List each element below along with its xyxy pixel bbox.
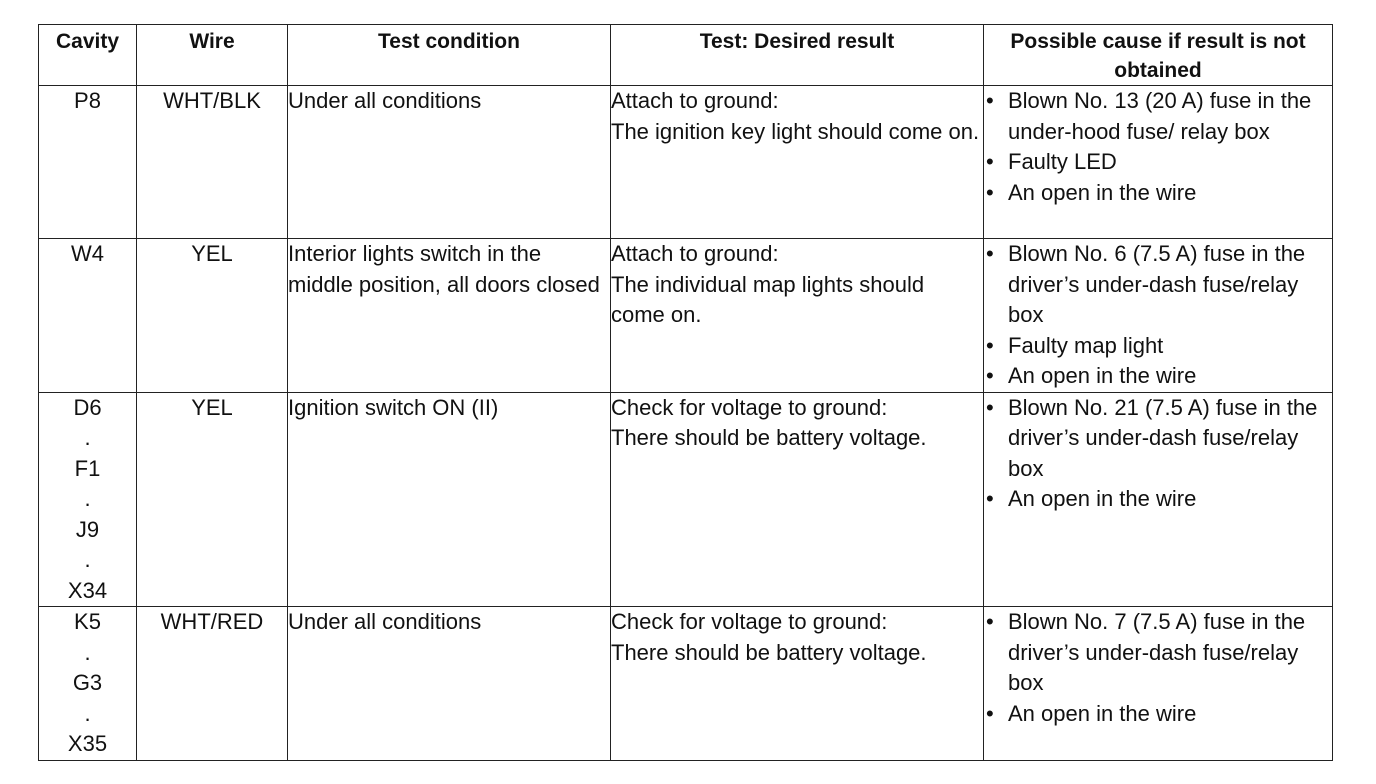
cavity-id: G3	[72, 670, 103, 695]
cause-text: Blown No. 7 (7.5 A) fuse in the driver’s under-dash fuse/relay box	[1008, 609, 1306, 695]
test-condition-cell: Under all conditions	[288, 607, 611, 761]
test-condition-cell: Interior lights switch in the middle position, all doors closed	[288, 239, 611, 393]
desired-result-cell	[611, 607, 984, 761]
cause-text: Blown No. 6 (7.5 A) fuse in the driver’s under-dash fuse/relay box	[1008, 241, 1306, 327]
result-line: Check for voltage to ground:	[611, 394, 888, 420]
cavity-id: F1	[74, 455, 101, 481]
cavity-separator: .	[84, 700, 91, 726]
table-row	[39, 392, 1333, 607]
table-row	[39, 607, 1333, 761]
possible-cause-cell	[984, 607, 1333, 761]
cavity-cell	[39, 239, 137, 393]
header-possible-cause: Possible cause if result is not obtained	[984, 25, 1333, 86]
table-row	[39, 86, 1333, 239]
list-item	[984, 331, 1332, 362]
result-line: Check for voltage to ground:	[611, 609, 888, 634]
cavity-cell	[39, 392, 137, 607]
table-row	[39, 239, 1333, 393]
cause-list	[984, 86, 1332, 208]
circuit-test-table	[38, 24, 1333, 761]
cause-text: Blown No. 21 (7.5 A) fuse in the driver’s under-dash fuse/relay box	[1008, 394, 1318, 481]
test-condition-cell: Under all conditions	[288, 86, 611, 239]
result-line: Attach to ground:	[611, 88, 779, 113]
list-item	[984, 86, 1332, 147]
cause-text: Faulty LED	[1008, 149, 1117, 174]
possible-cause-cell	[984, 239, 1333, 393]
wire-cell: WHT/RED	[137, 607, 288, 761]
cavity-id: D6	[73, 394, 102, 420]
cavity-id: X35	[67, 731, 108, 756]
bullet-icon: •	[986, 700, 994, 726]
cavity-cell	[39, 86, 137, 239]
list-item	[984, 699, 1332, 730]
bullet-icon: •	[986, 179, 994, 205]
wire-cell: WHT/BLK	[137, 86, 288, 239]
list-item	[984, 178, 1332, 209]
result-line: The individual map lights should come on.	[611, 271, 925, 327]
bullet-icon: •	[986, 332, 994, 358]
table-header	[39, 25, 1333, 86]
cavity-separator: .	[84, 639, 91, 665]
table-body	[39, 86, 1333, 761]
header-cavity: Cavity	[39, 25, 137, 86]
cause-text: An open in the wire	[1008, 363, 1197, 388]
list-item	[984, 393, 1332, 485]
wire-cell: YEL	[137, 239, 288, 393]
bullet-icon: •	[986, 88, 994, 113]
bullet-icon: •	[986, 149, 994, 174]
cause-text: Faulty map light	[1008, 332, 1164, 358]
cause-list	[984, 393, 1332, 515]
bullet-icon: •	[986, 394, 994, 420]
cavity-id: X34	[67, 577, 108, 603]
desired-result-cell	[611, 239, 984, 393]
cause-text: An open in the wire	[1008, 486, 1197, 511]
list-item	[984, 607, 1332, 699]
list-item	[984, 147, 1332, 178]
list-item	[984, 484, 1332, 515]
desired-result-cell	[611, 86, 984, 239]
cavity-id: P8	[74, 88, 101, 113]
cavity-cell	[39, 607, 137, 761]
possible-cause-cell	[984, 86, 1333, 239]
result-line: There should be battery voltage.	[611, 639, 927, 665]
header-wire: Wire	[137, 25, 288, 86]
cause-text: An open in the wire	[1008, 179, 1197, 205]
header-desired-result: Test: Desired result	[611, 25, 984, 86]
result-line: Attach to ground:	[611, 241, 779, 266]
list-item	[984, 239, 1332, 331]
cavity-id: W4	[71, 241, 104, 266]
bullet-icon: •	[986, 241, 994, 266]
cause-list	[984, 239, 1332, 392]
cause-text: An open in the wire	[1008, 700, 1197, 726]
test-condition-cell: Ignition switch ON (II)	[288, 392, 611, 607]
wire-cell: YEL	[137, 392, 288, 607]
possible-cause-cell	[984, 392, 1333, 607]
bullet-icon: •	[986, 486, 994, 511]
cavity-separator: .	[84, 547, 91, 572]
cavity-separator: .	[84, 486, 91, 511]
cavity-id: J9	[75, 516, 100, 542]
cause-text: Blown No. 13 (20 A) fuse in the under-hood fuse/ relay box	[1008, 88, 1312, 144]
cause-list	[984, 607, 1332, 729]
header-row	[39, 25, 1333, 86]
header-test-condition: Test condition	[288, 25, 611, 86]
list-item	[984, 361, 1332, 392]
cavity-id: K5	[74, 609, 101, 634]
bullet-icon: •	[986, 609, 994, 634]
result-line: There should be battery voltage.	[611, 425, 927, 450]
result-line: The ignition key light should come on.	[611, 118, 980, 144]
cavity-separator: .	[84, 425, 91, 450]
bullet-icon: •	[986, 363, 994, 388]
desired-result-cell	[611, 392, 984, 607]
